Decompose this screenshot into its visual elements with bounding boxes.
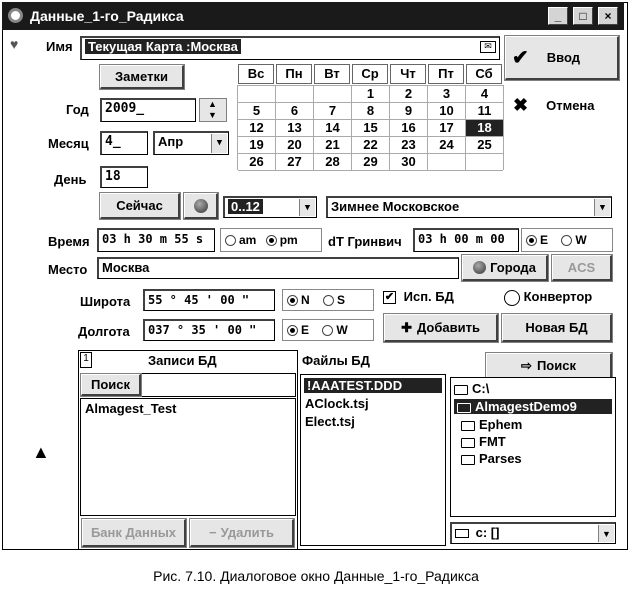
latitude-group	[282, 289, 374, 311]
latitude-input[interactable]: 55 ° 45 ' 00 "	[143, 289, 275, 311]
calendar-day[interactable]: 15	[363, 120, 378, 135]
cities-button[interactable]	[462, 255, 548, 281]
calendar-day	[314, 85, 351, 102]
day-label: День	[54, 172, 87, 187]
weekday-header: Сб	[466, 64, 502, 84]
year-input[interactable]: 2009_	[100, 98, 196, 122]
gmt-west-radio[interactable]	[561, 235, 572, 246]
delete-label: Удалить	[220, 525, 274, 540]
west-label: W	[336, 323, 348, 337]
chevron-down-icon[interactable]: ▼	[594, 199, 610, 216]
folder-label: FMT	[479, 434, 506, 449]
records-search-button[interactable]: Поиск	[81, 374, 141, 396]
drive-select[interactable]	[450, 522, 616, 544]
calendar-day[interactable]: 28	[325, 154, 340, 169]
calendar-day[interactable]: 18	[466, 119, 503, 136]
list-item[interactable]: Almagest_Test	[85, 401, 177, 416]
drive-icon	[455, 529, 469, 538]
calendar-day[interactable]: 10	[439, 103, 454, 118]
calendar-day[interactable]: 19	[249, 137, 264, 152]
title-bar[interactable]	[2, 2, 624, 30]
folder-open-icon	[454, 385, 468, 395]
weekday-header: Вт	[314, 64, 350, 84]
east-label: E	[301, 323, 310, 337]
calendar-day[interactable]: 27	[287, 154, 302, 169]
folder-icon	[461, 421, 475, 431]
calendar-day	[238, 85, 275, 102]
month-input[interactable]: 4_	[100, 131, 148, 155]
files-title: Файлы БД	[302, 353, 370, 368]
cities-label: Города	[490, 260, 536, 275]
list-item[interactable]: !AAATEST.DDD	[304, 378, 442, 393]
timezone-value: Зимнее Московское	[331, 199, 460, 214]
longitude-label: Долгота	[78, 324, 130, 339]
enter-button[interactable]	[505, 36, 619, 80]
chevron-down-icon[interactable]: ▼	[598, 525, 614, 542]
search-icon: ⇨	[521, 357, 532, 373]
longitude-input[interactable]: 037 ° 35 ' 00 "	[143, 319, 275, 341]
pm-label: pm	[279, 233, 298, 247]
list-item[interactable]	[461, 417, 522, 432]
calendar-gridline	[503, 85, 504, 170]
globe-icon	[194, 199, 208, 213]
north-radio[interactable]	[287, 295, 298, 306]
now-button[interactable]: Сейчас	[100, 193, 180, 219]
calendar-gridline	[313, 85, 314, 170]
calendar-day[interactable]: 16	[401, 120, 416, 135]
list-item[interactable]	[454, 399, 612, 414]
gmt-label: dT Гринвич	[328, 234, 402, 249]
chevron-down-icon[interactable]: ▼	[299, 199, 315, 216]
gmt-east-label: E	[540, 233, 549, 247]
north-label: N	[301, 293, 310, 307]
offset-value: 0..12	[228, 199, 263, 214]
calendar-gridline	[238, 102, 503, 103]
name-input[interactable]	[80, 36, 500, 60]
calendar-day[interactable]: 2	[404, 86, 413, 101]
calendar-day[interactable]: 4	[480, 86, 489, 101]
app-icon	[8, 8, 23, 23]
folder-label: Ephem	[479, 417, 523, 432]
calendar-day[interactable]: 26	[249, 154, 264, 169]
am-label: am	[239, 233, 257, 247]
figure-caption: Рис. 7.10. Диалоговое окно Данные_1-го_Радикса	[153, 568, 479, 584]
time-input[interactable]: 03 h 30 m 55 s	[97, 228, 215, 252]
folder-label: C:\	[472, 381, 490, 396]
enter-label: Ввод	[546, 50, 580, 65]
folder-label: AlmagestDemo9	[475, 399, 577, 414]
globe-icon	[473, 261, 486, 274]
weekday-header: Вс	[238, 64, 274, 84]
records-search-row	[80, 373, 296, 397]
latitude-label: Широта	[80, 294, 131, 309]
list-item[interactable]	[454, 381, 489, 396]
calendar-gridline	[238, 170, 503, 171]
offset-select[interactable]	[223, 196, 317, 218]
checkmark-icon: ✔	[512, 47, 529, 69]
calendar-gridline	[427, 85, 428, 170]
calendar-day[interactable]: 11	[477, 103, 492, 118]
calendar-day[interactable]: 1	[366, 86, 375, 101]
use-db-label: Исп. БД	[403, 289, 454, 304]
use-db-checkbox[interactable]	[383, 289, 454, 305]
calendar-day[interactable]: 9	[404, 103, 413, 118]
name-label: Имя	[46, 39, 73, 54]
calendar-day[interactable]: 30	[401, 154, 416, 169]
ampm-group	[220, 228, 322, 252]
calendar-gridline	[238, 85, 503, 86]
close-button[interactable]: ×	[598, 7, 618, 25]
calendar-gridline	[238, 153, 503, 154]
longitude-group	[282, 319, 374, 341]
name-value: Текущая Карта :Москва	[85, 39, 241, 54]
delete-button[interactable]	[190, 519, 294, 547]
calendar-day[interactable]: 14	[325, 120, 340, 135]
calendar-gridline	[238, 136, 503, 137]
calendar-day	[428, 153, 465, 170]
place-label: Место	[48, 262, 88, 277]
add-button[interactable]	[384, 314, 498, 342]
converter-icon	[504, 290, 520, 306]
spin-down-icon[interactable]: ▼	[208, 110, 217, 120]
gmt-west-label: W	[575, 233, 587, 247]
calendar-gridline	[237, 85, 238, 170]
calendar-gridline	[238, 119, 503, 120]
list-item[interactable]: AClock.tsj	[305, 396, 369, 411]
minus-icon: −	[209, 525, 217, 540]
weekday-header: Пт	[428, 64, 464, 84]
calendar-day[interactable]: 13	[287, 120, 302, 135]
files-search-button[interactable]	[486, 353, 612, 379]
calendar-day	[466, 153, 503, 170]
timezone-select[interactable]	[326, 196, 612, 218]
plus-icon: ✚	[401, 319, 412, 335]
drive-value: c: []	[475, 525, 500, 540]
month-label: Месяц	[48, 136, 89, 151]
south-label: S	[337, 293, 346, 307]
weekday-header: Ср	[352, 64, 388, 84]
weekday-header: Чт	[390, 64, 426, 84]
list-item[interactable]	[461, 451, 522, 466]
converter-label: Конвертор	[523, 289, 593, 304]
records-counter: 1	[80, 352, 92, 368]
calendar-day[interactable]: 8	[366, 103, 375, 118]
heart-icon: ♥	[10, 36, 19, 52]
window-title: Данные_1-го_Радикса	[30, 8, 184, 24]
weekday-header: Пн	[276, 64, 312, 84]
records-list[interactable]	[80, 398, 296, 516]
new-db-button[interactable]: Новая БД	[502, 314, 612, 342]
calendar-day[interactable]: 3	[442, 86, 451, 101]
records-title: Записи БД	[148, 353, 217, 368]
chevron-down-icon[interactable]: ▼	[211, 134, 227, 153]
calendar-gridline	[389, 85, 390, 170]
data-bank-button[interactable]: Банк Данных	[82, 519, 186, 547]
spin-up-icon[interactable]: ▲	[208, 99, 217, 109]
place-input[interactable]: Москва	[97, 257, 459, 279]
folder-icon	[461, 455, 475, 465]
envelope-icon[interactable]: ✉	[480, 41, 496, 53]
calendar-day[interactable]: 29	[363, 154, 378, 169]
calendar-day[interactable]: 22	[363, 137, 378, 152]
list-item[interactable]: Elect.tsj	[305, 414, 355, 429]
year-spinner[interactable]	[199, 98, 227, 122]
am-radio[interactable]	[225, 235, 236, 246]
records-search-input[interactable]	[143, 374, 295, 396]
calendar-day[interactable]: 17	[439, 120, 454, 135]
calendar-gridline	[465, 85, 466, 170]
converter-button[interactable]	[504, 286, 614, 310]
month-name: Апр	[158, 134, 184, 149]
calendar-gridline	[275, 85, 276, 170]
calendar-day[interactable]: 7	[328, 103, 337, 118]
folder-open-icon	[457, 403, 471, 413]
pm-radio[interactable]	[266, 235, 277, 246]
calendar-day[interactable]: 23	[401, 137, 416, 152]
list-item[interactable]	[461, 434, 506, 449]
gmt-east-radio[interactable]	[526, 235, 537, 246]
folder-icon	[461, 438, 475, 448]
notes-button[interactable]: Заметки	[100, 65, 184, 89]
gmt-input[interactable]: 03 h 00 m 00	[413, 228, 519, 252]
calendar-day[interactable]: 21	[325, 137, 340, 152]
time-label: Время	[48, 234, 90, 249]
cross-icon: ✖	[513, 94, 529, 115]
minimize-button[interactable]: _	[548, 7, 568, 25]
maximize-button[interactable]: □	[573, 7, 593, 25]
calendar-gridline	[351, 85, 352, 170]
calendar-day[interactable]: 5	[252, 103, 261, 118]
year-label: Год	[66, 102, 89, 117]
folders-list[interactable]	[450, 377, 616, 517]
folder-label: Parses	[479, 451, 522, 466]
acs-button[interactable]: ACS	[552, 255, 612, 281]
calendar-day	[276, 85, 313, 102]
calendar-day[interactable]: 20	[287, 137, 302, 152]
east-radio[interactable]	[287, 325, 298, 336]
globe-button[interactable]	[184, 193, 218, 219]
gmt-direction-group	[521, 228, 613, 252]
cancel-label: Отмена	[546, 97, 595, 113]
checkbox-checked-icon[interactable]: ✔	[384, 291, 395, 304]
calendar-day[interactable]: 24	[439, 137, 454, 152]
west-radio[interactable]	[322, 325, 333, 336]
files-list[interactable]	[300, 374, 446, 546]
calendar-day[interactable]: 25	[477, 137, 492, 152]
add-label: Добавить	[416, 320, 480, 335]
cancel-button[interactable]	[505, 88, 619, 122]
day-input[interactable]: 18	[100, 166, 148, 188]
calendar-day[interactable]: 6	[290, 103, 299, 118]
files-search-label: Поиск	[536, 358, 576, 373]
calendar-day[interactable]: 12	[249, 120, 264, 135]
arrow-up-icon: ▲	[32, 442, 50, 462]
month-select[interactable]	[153, 131, 229, 155]
south-radio[interactable]	[323, 295, 334, 306]
